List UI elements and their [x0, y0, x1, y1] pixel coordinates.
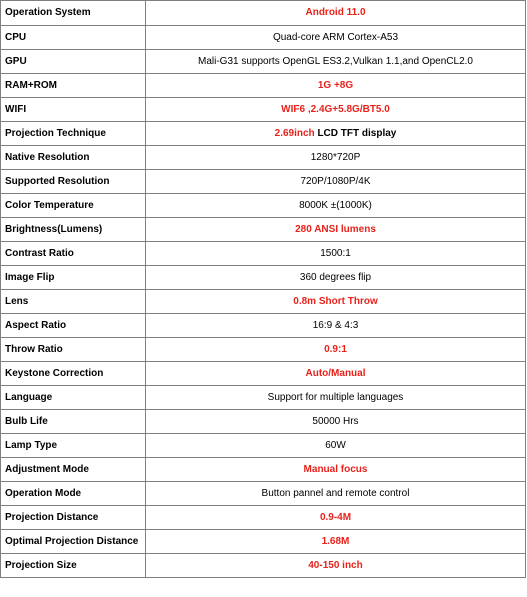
- spec-value: Manual focus: [146, 458, 526, 482]
- spec-label: CPU: [1, 26, 146, 50]
- spec-value: WIF6 ,2.4G+5.8G/BT5.0: [146, 98, 526, 122]
- spec-label: Aspect Ratio: [1, 314, 146, 338]
- spec-label: Image Flip: [1, 266, 146, 290]
- table-row: [1, 122, 526, 146]
- spec-value: 1.68M: [146, 530, 526, 554]
- spec-label: Lamp Type: [1, 434, 146, 458]
- table-row: [1, 146, 526, 170]
- table-row: [1, 530, 526, 554]
- spec-label: RAM+ROM: [1, 74, 146, 98]
- table-row: [1, 410, 526, 434]
- spec-label: Color Temperature: [1, 194, 146, 218]
- table-row: [1, 98, 526, 122]
- table-row: [1, 74, 526, 98]
- spec-label: Adjustment Mode: [1, 458, 146, 482]
- spec-label: Contrast Ratio: [1, 242, 146, 266]
- spec-value: 1500:1: [146, 242, 526, 266]
- spec-value: Button pannel and remote control: [146, 482, 526, 506]
- table-row: [1, 362, 526, 386]
- spec-value: [146, 122, 526, 146]
- spec-value: 50000 Hrs: [146, 410, 526, 434]
- table-row: [1, 290, 526, 314]
- table-row: [1, 218, 526, 242]
- table-row: [1, 1, 526, 26]
- table-row: [1, 266, 526, 290]
- spec-value: 720P/1080P/4K: [146, 170, 526, 194]
- spec-label: Projection Size: [1, 554, 146, 578]
- spec-label: Language: [1, 386, 146, 410]
- table-row: [1, 26, 526, 50]
- spec-value-suffix: LCD TFT display: [314, 127, 397, 139]
- spec-value: 16:9 & 4:3: [146, 314, 526, 338]
- spec-value: Quad-core ARM Cortex-A53: [146, 26, 526, 50]
- table-row: [1, 458, 526, 482]
- table-row: [1, 338, 526, 362]
- spec-label: Projection Technique: [1, 122, 146, 146]
- table-row: [1, 170, 526, 194]
- spec-value: 360 degrees flip: [146, 266, 526, 290]
- spec-label: Projection Distance: [1, 506, 146, 530]
- spec-value: 0.9:1: [146, 338, 526, 362]
- table-row: [1, 194, 526, 218]
- spec-label: Throw Ratio: [1, 338, 146, 362]
- spec-label: GPU: [1, 50, 146, 74]
- spec-label: Optimal Projection Distance: [1, 530, 146, 554]
- table-row: [1, 386, 526, 410]
- spec-value: 280 ANSI lumens: [146, 218, 526, 242]
- spec-label: Operation System: [1, 1, 146, 26]
- spec-value: 0.8m Short Throw: [146, 290, 526, 314]
- spec-value: 1G +8G: [146, 74, 526, 98]
- spec-label: Operation Mode: [1, 482, 146, 506]
- table-row: [1, 314, 526, 338]
- spec-label: Brightness(Lumens): [1, 218, 146, 242]
- spec-value-main: 2.69inch: [274, 127, 315, 139]
- spec-label: Lens: [1, 290, 146, 314]
- table-row: [1, 506, 526, 530]
- table-row: [1, 242, 526, 266]
- spec-label: Bulb Life: [1, 410, 146, 434]
- spec-table-body: [1, 1, 526, 578]
- spec-value: 0.9-4M: [146, 506, 526, 530]
- spec-value: Support for multiple languages: [146, 386, 526, 410]
- spec-value: Auto/Manual: [146, 362, 526, 386]
- spec-value: 40-150 inch: [146, 554, 526, 578]
- spec-value: 60W: [146, 434, 526, 458]
- spec-label: Native Resolution: [1, 146, 146, 170]
- spec-value: Android 11.0: [146, 1, 526, 26]
- spec-value: 8000K ±(1000K): [146, 194, 526, 218]
- table-row: [1, 554, 526, 578]
- table-row: [1, 482, 526, 506]
- table-row: [1, 434, 526, 458]
- spec-value: 1280*720P: [146, 146, 526, 170]
- spec-value: Mali-G31 supports OpenGL ES3.2,Vulkan 1.1,and OpenCL2.0: [146, 50, 526, 74]
- table-row: [1, 50, 526, 74]
- spec-label: Supported Resolution: [1, 170, 146, 194]
- spec-label: Keystone Correction: [1, 362, 146, 386]
- spec-label: WIFI: [1, 98, 146, 122]
